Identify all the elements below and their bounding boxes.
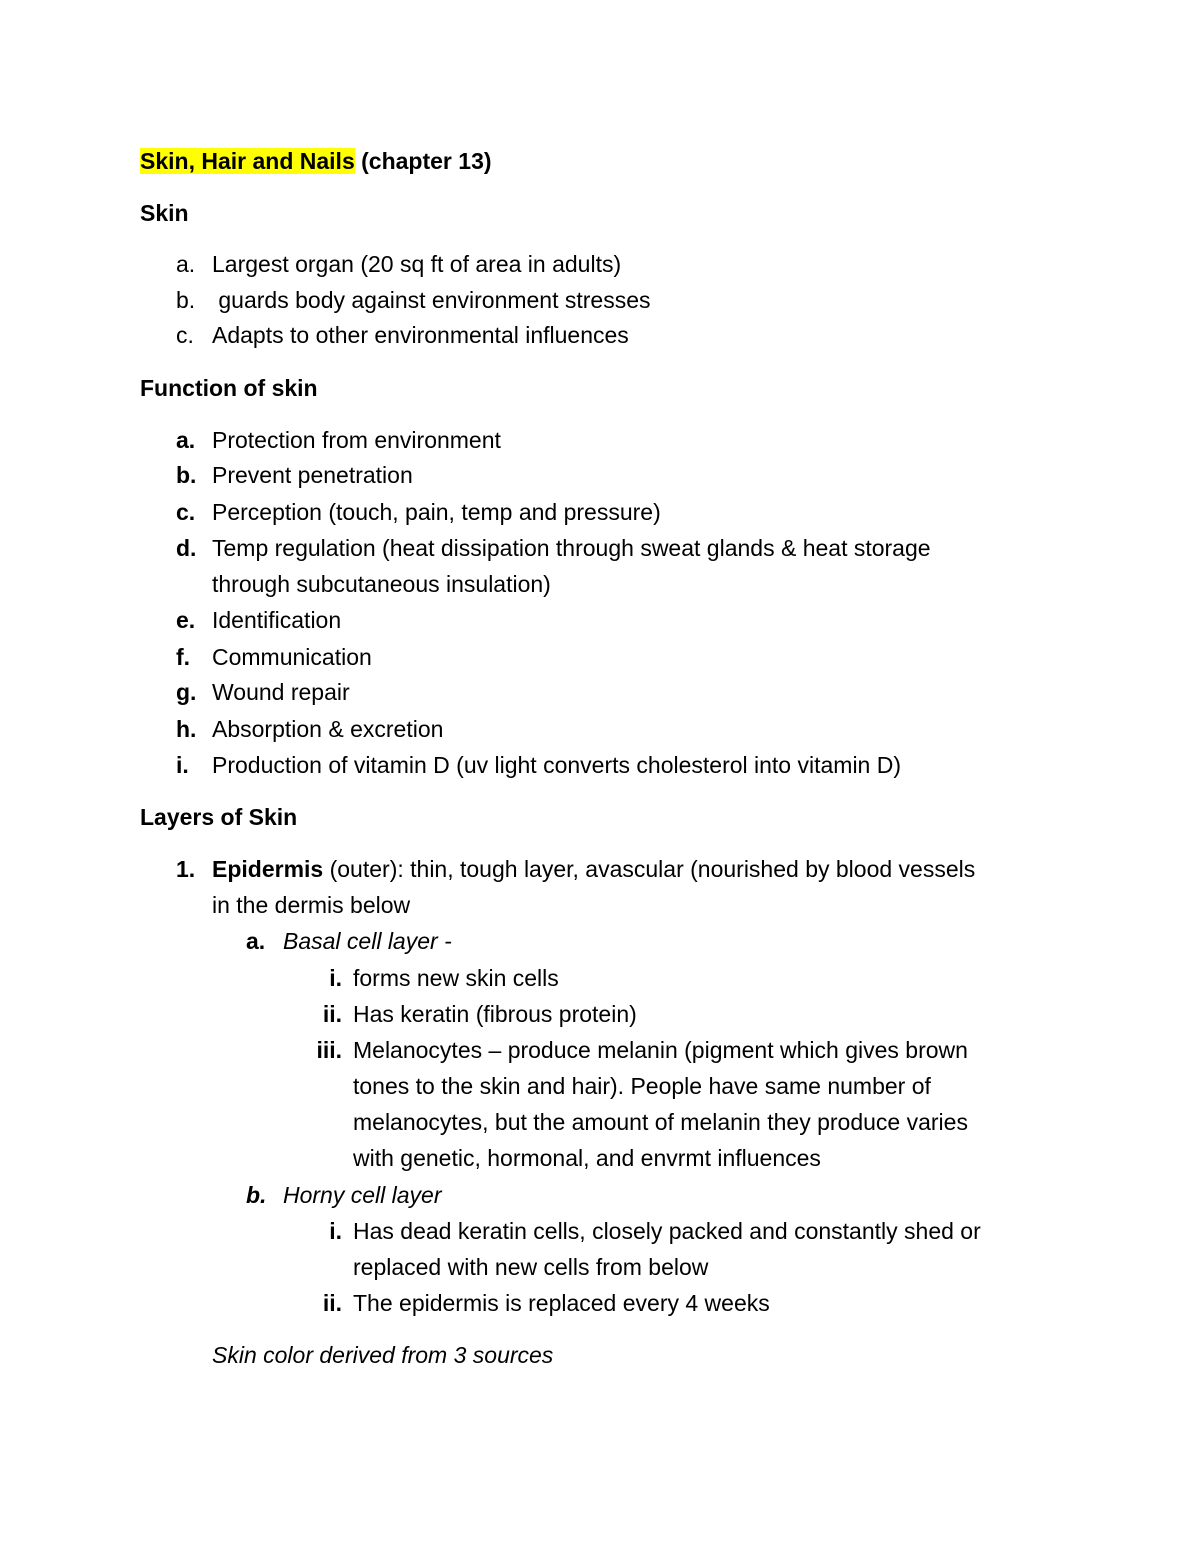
skin-color-note: Skin color derived from 3 sources	[212, 1342, 554, 1368]
list-item: Adapts to other environmental influences	[212, 322, 629, 348]
basal-layer-label: Basal cell layer -	[283, 928, 452, 954]
skin-heading: Skin	[140, 200, 189, 226]
list-item-continuation: through subcutaneous insulation)	[212, 571, 551, 597]
list-marker: iii.	[316, 1037, 342, 1063]
epidermis-text: (outer): thin, tough layer, avascular (nourished by blood vessels	[323, 856, 976, 882]
layers-heading: Layers of Skin	[140, 804, 298, 830]
function-heading: Function of skin	[140, 375, 318, 401]
list-item: Has keratin (fibrous protein)	[353, 1001, 637, 1027]
document-title	[140, 147, 492, 175]
list-marker: i.	[329, 1218, 342, 1244]
list-marker: c.	[176, 499, 196, 525]
list-item: Protection from environment	[212, 427, 501, 453]
list-marker: b.	[246, 1182, 267, 1208]
list-item: guards body against environment stresses	[212, 287, 651, 313]
epidermis-term: Epidermis	[212, 856, 324, 882]
list-marker: f.	[176, 644, 191, 670]
list-marker: c.	[176, 322, 194, 348]
list-item: Wound repair	[212, 679, 350, 705]
list-item: Absorption & excretion	[212, 716, 444, 742]
title-highlighted: Skin, Hair and Nails	[140, 148, 355, 174]
list-marker: i.	[329, 965, 342, 991]
list-item-continuation: replaced with new cells from below	[353, 1254, 709, 1280]
list-marker: h.	[176, 716, 197, 742]
title-rest: (chapter 13)	[354, 148, 492, 174]
list-marker: 1.	[176, 856, 196, 882]
list-item: Temp regulation (heat dissipation through sweat glands & heat storage	[212, 535, 931, 561]
epidermis-line-2: in the dermis below	[212, 892, 411, 918]
list-item: Communication	[212, 644, 372, 670]
list-marker: i.	[176, 752, 189, 778]
list-marker: b.	[176, 287, 196, 313]
list-marker: b.	[176, 462, 197, 488]
list-item: Perception (touch, pain, temp and pressure)	[212, 499, 661, 525]
list-marker: d.	[176, 535, 197, 561]
list-item: forms new skin cells	[353, 965, 559, 991]
list-item: Largest organ (20 sq ft of area in adults)	[212, 251, 622, 277]
list-marker: ii.	[322, 1001, 342, 1027]
list-item-continuation: melanocytes, but the amount of melanin they produce varies	[353, 1109, 968, 1135]
list-item: Has dead keratin cells, closely packed and constantly shed or	[353, 1218, 981, 1244]
horny-layer-label: Horny cell layer	[283, 1182, 442, 1208]
list-marker: g.	[176, 679, 197, 705]
list-item-continuation: tones to the skin and hair). People have same number of	[353, 1073, 931, 1099]
epidermis-line-1	[212, 855, 975, 883]
list-item: Production of vitamin D (uv light converts cholesterol into vitamin D)	[212, 752, 902, 778]
list-item-continuation: with genetic, hormonal, and envrmt influences	[353, 1145, 821, 1171]
list-item: The epidermis is replaced every 4 weeks	[353, 1290, 770, 1316]
list-marker: a.	[176, 427, 196, 453]
list-item: Identification	[212, 607, 342, 633]
list-marker: ii.	[322, 1290, 342, 1316]
list-marker: a.	[246, 928, 266, 954]
list-item: Prevent penetration	[212, 462, 413, 488]
list-marker: a.	[176, 251, 196, 277]
list-item: Melanocytes – produce melanin (pigment which gives brown	[353, 1037, 968, 1063]
list-marker: e.	[176, 607, 196, 633]
